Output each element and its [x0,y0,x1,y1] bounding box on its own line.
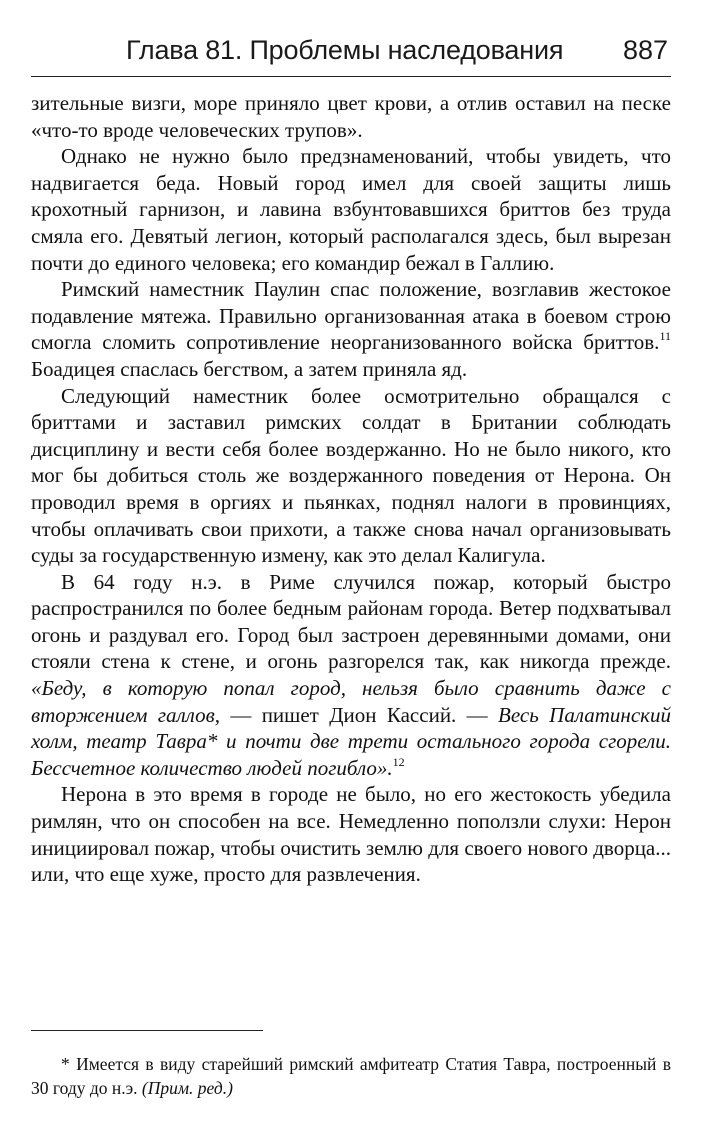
running-header [31,30,671,70]
paragraph: Следующий наместник более осмотрительно обращался с бриттами и заставил римских солдат в Британии соблюдать дисциплину и вести себя более воздержанно. Но не было никого, кто мог бы добиться столь же воздержанного поведения от Нерона. Он проводил время в оргиях и пьянках, поднял налоги в провинциях, чтобы оплачивать свои прихоти, а также снова начал организовывать суды за государственную измену, как это делал Калигула. [31,383,671,568]
quote-text: «Беду, в которую попал город, нельзя было сравнить даже с вторжением галлов, [31,676,671,727]
paragraph: Нерона в это время в городе не было, но его жестокость убедила римлян, что он способен на все. Немедленно поползли слухи: Нерон инициировал пожар, чтобы очистить землю для своего нового дворца... или, что еще хуже, просто для развлечения. [31,782,671,887]
footnote-rule [31,1030,263,1031]
quote-text: Весь Палатинский холм, театр Тавра* и почти две трети остального города сгорели. Бессчетное количество людей погибло». [31,702,671,780]
book-page [31,0,671,1147]
editor-note: (Прим. ред.) [141,1078,233,1098]
footnote-text: * Имеется в виду старейший римский амфитеатр Статия Тавра, построенный в 30 году до н.э. [31,1054,671,1098]
footnote-ref: 11 [659,329,671,344]
paragraph-text: Боадицея спаслась бегством, а затем приняла яд. [31,356,468,381]
paragraph-text: Римский наместник Паулин спас положение, возглавив жестокое подавление мятежа. Правильно организованная атака в боевом строю смогла сломить сопротивление неорганизованного войска бриттов. [31,277,671,355]
footnote-ref: 12 [392,754,405,769]
paragraph: зительные визги, море приняло цвет крови, а отлив оставил на песке «что-то вроде человеческих трупов». [31,91,671,142]
paragraph: Однако не нужно было предзнаменований, чтобы увидеть, что надвигается беда. Новый город имел для своей защиты лишь крохотный гарнизон, и лавина взбунтовавшихся бриттов без труда смяла его. Девятый легион, который располагался здесь, был вырезан почти до единого человека; его командир бежал в Галлию. [31,144,671,275]
paragraph-text: — пишет Дион Кассий. — [219,702,499,727]
paragraph-text: В 64 году н.э. в Риме случился пожар, который быстро распространился по более бедным районам города. Ветер подхватывал огонь и раздувал его. Город был застроен деревянными домами, они стояли стена к стене, и огонь разгорелся так, как никогда прежде. [31,569,671,674]
paragraph [31,569,671,782]
footnote [31,1052,671,1100]
header-rule [31,76,671,77]
body-text [31,90,671,888]
page-number: 887 [622,34,668,65]
chapter-title: Глава 81. Проблемы наследования [126,34,564,65]
paragraph [31,276,671,382]
